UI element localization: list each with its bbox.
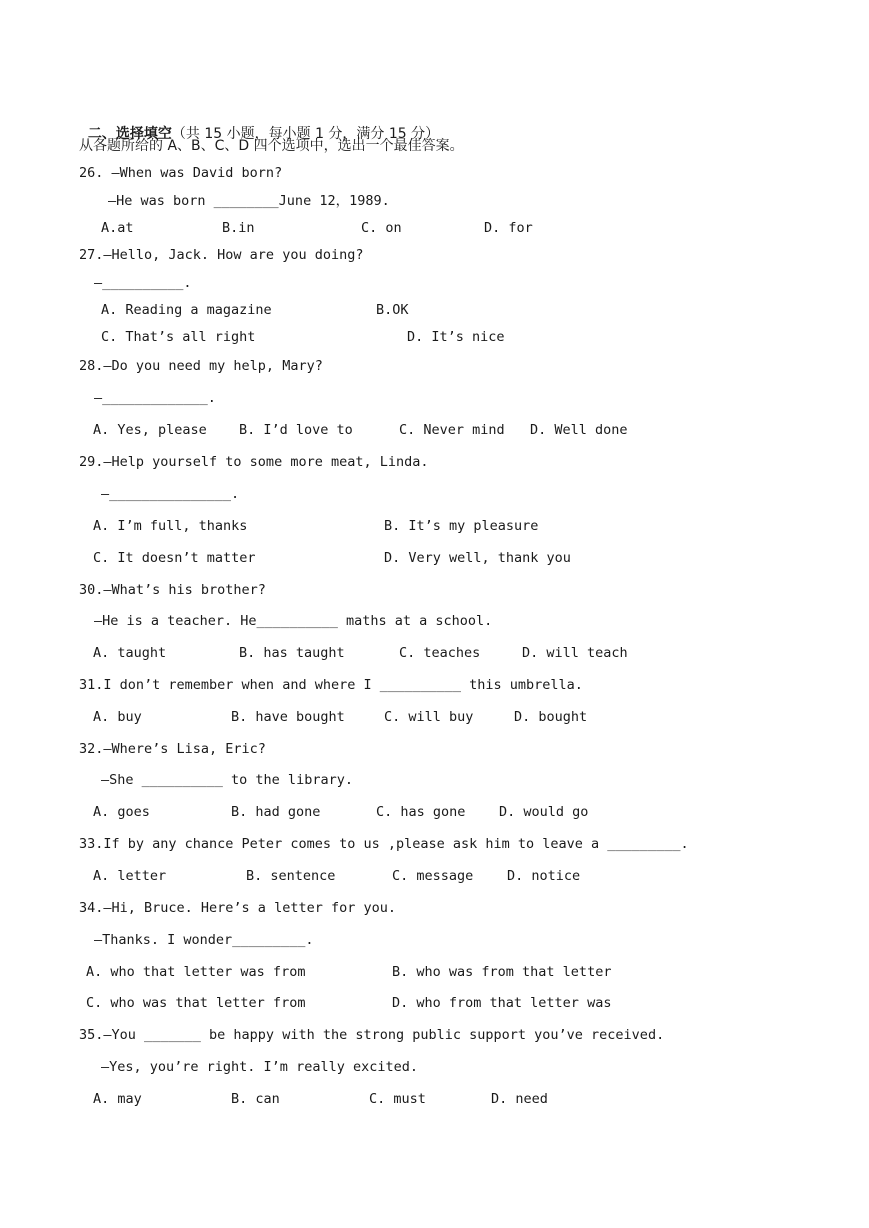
question-26-option-d[interactable]: D. for: [484, 220, 533, 236]
question-33-option-a[interactable]: A. letter: [93, 868, 167, 884]
question-26-option-a[interactable]: A.at: [101, 220, 134, 236]
question-34-reply: —Thanks. I wonder_________.: [94, 932, 314, 948]
section-title-bold: 二、选择填空: [87, 126, 172, 142]
question-31-option-a[interactable]: A. buy: [93, 709, 142, 725]
question-26-reply: —He was born ________June 12，1989.: [108, 193, 390, 209]
question-28-option-c[interactable]: C. Never mind: [399, 422, 505, 438]
question-28-option-a[interactable]: A. Yes, please: [93, 422, 207, 438]
question-31-option-d[interactable]: D. bought: [514, 709, 588, 725]
question-30-option-c[interactable]: C. teaches: [399, 645, 481, 661]
question-33-option-c[interactable]: C. message: [392, 868, 474, 884]
question-27-stem: 27.—Hello, Jack. How are you doing?: [79, 247, 364, 263]
question-32-stem: 32.—Where’s Lisa, Eric?: [79, 741, 266, 757]
question-28-option-b[interactable]: B. I’d love to: [239, 422, 353, 438]
section-title-rest: （共 15 小题，每小题 1 分，满分 15 分）: [171, 126, 440, 142]
question-29-option-a[interactable]: A. I’m full, thanks: [93, 518, 248, 534]
question-34-option-d[interactable]: D. who from that letter was: [392, 995, 612, 1011]
question-33-stem: 33.If by any chance Peter comes to us ,please ask him to leave a _________.: [79, 836, 689, 852]
question-26-option-b[interactable]: B.in: [222, 220, 255, 236]
question-28-option-d[interactable]: D. Well done: [530, 422, 628, 438]
question-27-option-d[interactable]: D. It’s nice: [407, 329, 505, 345]
question-35-option-a[interactable]: A. may: [93, 1091, 142, 1107]
question-27-option-c[interactable]: C. That’s all right: [101, 329, 256, 345]
question-35-option-d[interactable]: D. need: [491, 1091, 548, 1107]
question-27-option-a[interactable]: A. Reading a magazine: [101, 302, 272, 318]
question-33-option-d[interactable]: D. notice: [507, 868, 581, 884]
question-29-stem: 29.—Help yourself to some more meat, Linda.: [79, 454, 429, 470]
question-34-stem: 34.—Hi, Bruce. Here’s a letter for you.: [79, 900, 396, 916]
question-35-reply: —Yes, you’re right. I’m really excited.: [101, 1059, 418, 1075]
question-29-reply: —_______________.: [101, 486, 240, 502]
question-27-option-b[interactable]: B.OK: [376, 302, 409, 318]
question-31-stem: 31.I don’t remember when and where I __________ this umbrella.: [79, 677, 583, 693]
section-instruction: 从各题所给的 A、B、C、D 四个选项中，选出一个最佳答案。: [79, 138, 464, 154]
question-26-stem: 26. —When was David born?: [79, 165, 283, 181]
question-30-option-b[interactable]: B. has taught: [239, 645, 345, 661]
question-30-option-d[interactable]: D. will teach: [522, 645, 628, 661]
question-35-option-c[interactable]: C. must: [369, 1091, 426, 1107]
question-26-option-c[interactable]: C. on: [361, 220, 402, 236]
question-27-reply: —__________.: [94, 275, 192, 291]
question-35-option-b[interactable]: B. can: [231, 1091, 280, 1107]
question-29-option-c[interactable]: C. It doesn’t matter: [93, 550, 256, 566]
question-35-stem: 35.—You _______ be happy with the strong public support you’ve received.: [79, 1027, 665, 1043]
question-29-option-b[interactable]: B. It’s my pleasure: [384, 518, 539, 534]
question-32-reply: —She __________ to the library.: [101, 772, 353, 788]
question-29-option-d[interactable]: D. Very well, thank you: [384, 550, 571, 566]
question-28-reply: —_____________.: [94, 390, 216, 406]
question-32-option-b[interactable]: B. had gone: [231, 804, 321, 820]
question-32-option-c[interactable]: C. has gone: [376, 804, 466, 820]
question-34-option-c[interactable]: C. who was that letter from: [86, 995, 306, 1011]
question-34-option-a[interactable]: A. who that letter was from: [86, 964, 306, 980]
question-32-option-a[interactable]: A. goes: [93, 804, 150, 820]
question-30-stem: 30.—What’s his brother?: [79, 582, 266, 598]
question-30-reply: —He is a teacher. He__________ maths at a school.: [94, 613, 493, 629]
question-34-option-b[interactable]: B. who was from that letter: [392, 964, 612, 980]
question-28-stem: 28.—Do you need my help, Mary?: [79, 358, 323, 374]
question-33-option-b[interactable]: B. sentence: [246, 868, 336, 884]
question-32-option-d[interactable]: D. would go: [499, 804, 589, 820]
question-31-option-b[interactable]: B. have bought: [231, 709, 345, 725]
question-30-option-a[interactable]: A. taught: [93, 645, 167, 661]
question-31-option-c[interactable]: C. will buy: [384, 709, 474, 725]
